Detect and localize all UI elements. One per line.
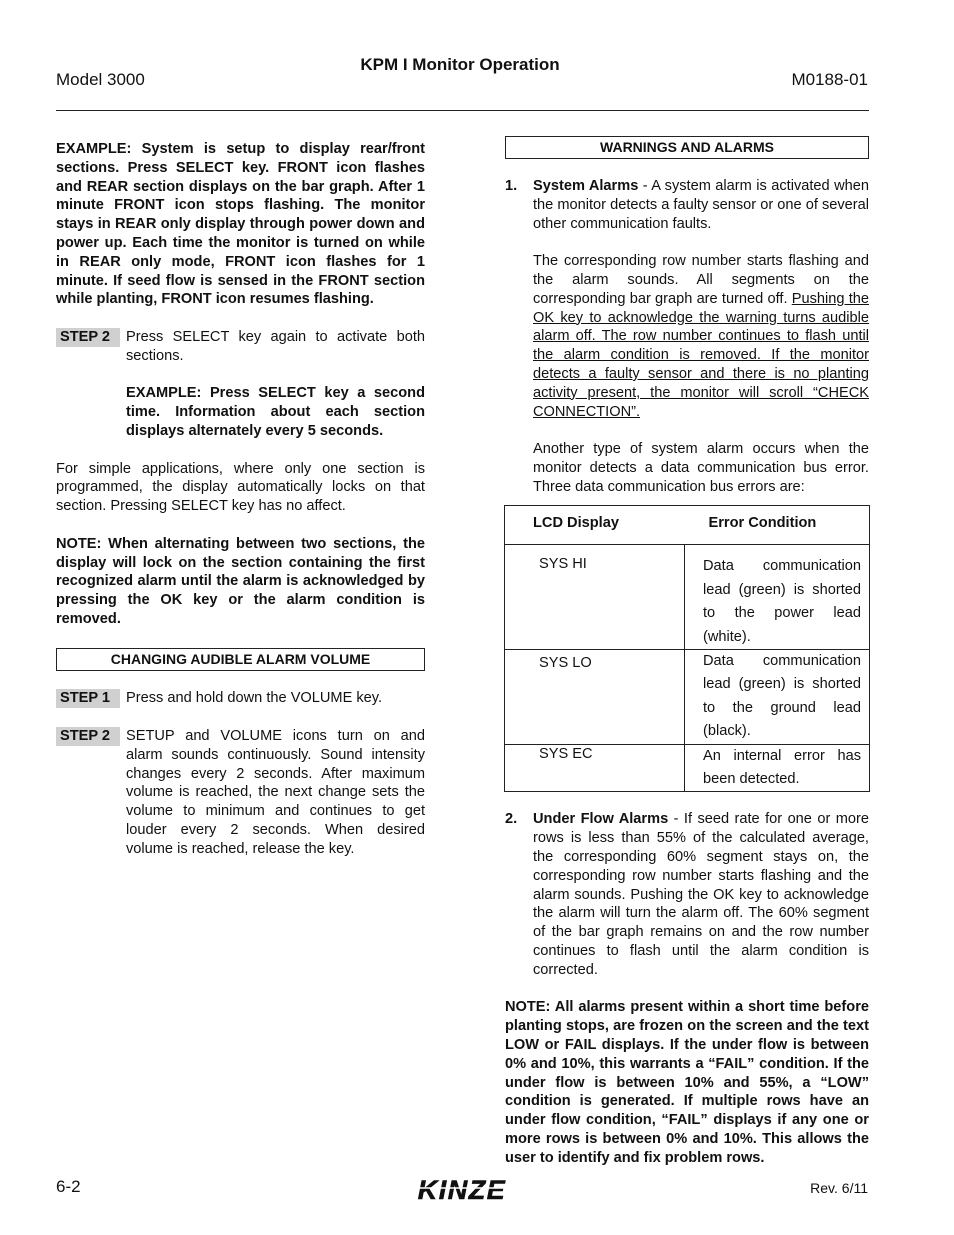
step-text: Press and hold down the VOLUME key. [126, 690, 383, 707]
example-rear-front: EXAMPLE: System is setup to display rear/front sections. Press SELECT key. FRONT icon flashes and REAR section displays on the bar graph. After 1 minute FRONT icon stops flashing. The monitor stays in REAR only display through power down and power up. Each time the monitor is turned on while in REAR only mode, FRONT icon flashes for 1 minute. If seed flow is sensed in the FRONT section while planting, FRONT icon resumes flashing. [56, 141, 425, 308]
step-badge: STEP 1 [56, 689, 120, 708]
table-header-lcd: LCD Display [505, 505, 685, 545]
model-label: Model 3000 [56, 70, 145, 89]
item-text: - If seed rate for one or more rows is less than 55% of the calculated average, the corresponding 60% segment stays on, the corresponding row number starts flashing and the alarm sounds. Pushing the OK key to acknowledge the alarm will turn the alarm off. The 60% segment of the bar graph remains on and the row number continues to flash until the alarm condition is corrected. [533, 811, 869, 978]
left-column [56, 140, 425, 858]
system-alarms-item [505, 177, 869, 497]
alarm-frozen-note: NOTE: All alarms present within a short time before planting stops, are frozen on the screen and the text LOW or FAIL displays. If the under flow is between 0% and 10%, this warrants a “FAIL” condition. If the under flow is between 10% and 55%, a “LOW” condition is generated. If multiple rows have an under flow condition, “FAIL” displays if any one or more rows is between 0% and 10%. This allows the user to identify and fix problem rows. [505, 999, 869, 1166]
document-number: M0188-01 [791, 70, 868, 89]
warnings-section-heading: WARNINGS AND ALARMS [505, 136, 869, 159]
page-number: 6-2 [56, 1177, 81, 1196]
table-header-condition: Error Condition [685, 505, 870, 545]
item-number: 1. [505, 178, 518, 194]
volume-step-1 [56, 689, 425, 708]
step-badge: STEP 2 [56, 328, 120, 347]
table-header-row [505, 505, 870, 545]
error-condition: Data communication lead (green) is shorted to the ground lead (black). [685, 649, 870, 744]
alarm-behavior-text: The corresponding row number starts flashing and the alarm sounds. All segments on the corresponding bar graph are turned off. [533, 253, 869, 307]
revision-date: Rev. 6/11 [810, 1180, 868, 1196]
step-text: SETUP and VOLUME icons turn on and alarm sounds continuously. Sound intensity changes every 2 seconds. After maximum volume is reached, the next change sets the volume to minimum and continues to get louder every 2 seconds. When desired volume is reached, release the key. [126, 727, 425, 857]
step-badge: STEP 2 [56, 727, 120, 746]
select-step-2 [56, 328, 425, 366]
error-condition: An internal error has been detected. [685, 744, 870, 792]
error-condition: Data communication lead (green) is shorted to the power lead (white). [685, 545, 870, 650]
step-text: Press SELECT key again to activate both sections. [126, 328, 425, 364]
kinze-logo [404, 1176, 522, 1209]
bus-error-intro: Another type of system alarm occurs when the monitor detects a data communication bus error. Three data communication bus errors are: [533, 441, 869, 495]
table-row [505, 649, 870, 744]
lcd-code: SYS LO [505, 649, 685, 744]
volume-step-2 [56, 727, 425, 859]
item-number: 2. [505, 811, 518, 828]
logo-text: KINZE [417, 1176, 507, 1204]
alternating-note: NOTE: When alternating between two sections, the display will lock on the section containing the first recognized alarm until the alarm is acknowledged by pressing the OK key or the alarm condition is removed. [56, 535, 425, 627]
table-row [505, 744, 870, 792]
alarm-acknowledge-text: Pushing the OK key to acknowledge the warning turns audible alarm off. The row number continues to flash until the alarm condition is removed. If the monitor detects a faulty sensor and there is no planting activity present, the monitor will scroll “CHECK CONNECTION”. [533, 290, 869, 420]
item-title: System Alarms [533, 178, 639, 194]
bus-error-table [504, 505, 870, 793]
under-flow-alarms-item [505, 810, 869, 979]
example-second-press: EXAMPLE: Press SELECT key a second time. Information about each section displays alternately every 5 seconds. [126, 385, 425, 439]
lcd-code: SYS HI [505, 545, 685, 650]
simple-applications-paragraph: For simple applications, where only one section is programmed, the display automatically locks on that section. Pressing SELECT key has no affect. [56, 460, 425, 515]
volume-section-heading: CHANGING AUDIBLE ALARM VOLUME [56, 648, 425, 671]
page-header-title: KPM I Monitor Operation [360, 55, 560, 74]
item-intro: - A system alarm is activated when the monitor detects a faulty sensor or one of several other communication faults. [533, 178, 869, 232]
table-row [505, 545, 870, 650]
item-title: Under Flow Alarms [533, 811, 669, 828]
lcd-code: SYS EC [505, 744, 685, 792]
right-column [505, 136, 869, 1168]
header-divider [56, 110, 869, 111]
